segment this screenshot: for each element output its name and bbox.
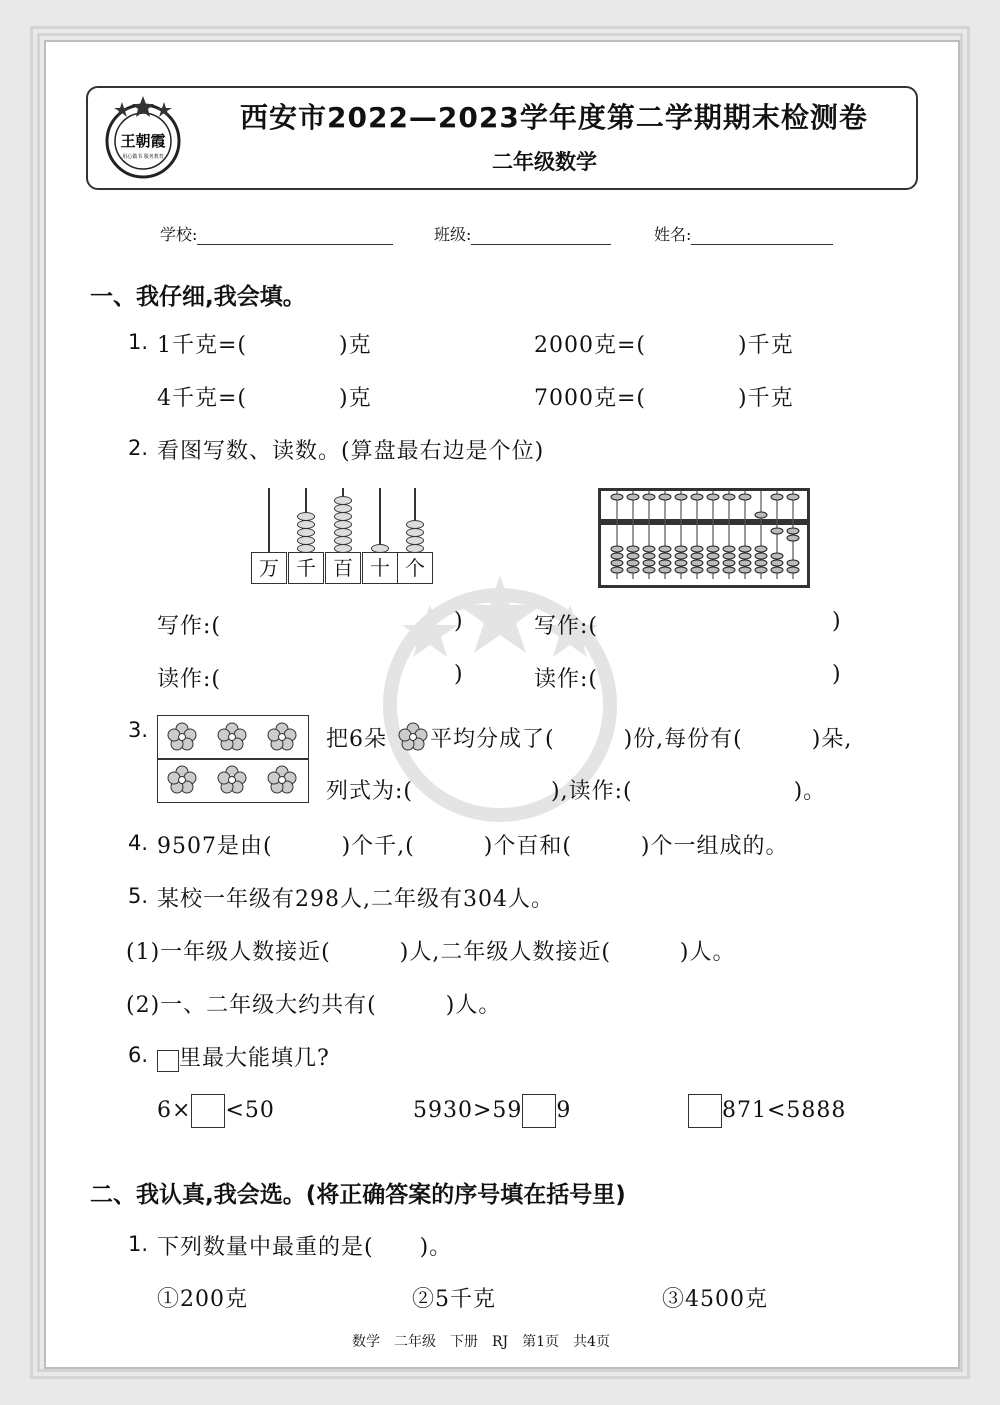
q2-text: 看图写数、读数。(算盘最右边是个位) xyxy=(157,439,545,464)
page-footer: 数学 二年级 下册 RJ 第1页 共4页 xyxy=(352,1334,610,1350)
q2-read-left-close: ) xyxy=(454,662,464,687)
page-subtitle: 二年级数学 xyxy=(492,150,597,174)
section2-title: 二、我认真,我会选。(将正确答案的序号填在括号里) xyxy=(90,1182,626,1208)
q6-b-box[interactable] xyxy=(522,1094,556,1128)
place-wan: 万 xyxy=(251,552,287,584)
q5-sub1[interactable]: (1)一年级人数接近( )人,二年级人数接近( )人。 xyxy=(126,940,736,965)
q3-line1-a: 把6朵 xyxy=(326,727,387,752)
q2-read-left[interactable]: 读作:( xyxy=(157,667,221,692)
section1-title: 一、我仔细,我会填。 xyxy=(90,284,306,310)
flowers-6 xyxy=(157,715,307,801)
s2-q1-option1[interactable]: ①200克 xyxy=(157,1287,248,1312)
logo-text: 王朝霞 xyxy=(120,132,166,150)
place-shi: 十 xyxy=(362,552,398,584)
q1-item-d[interactable]: 7000克=( )千克 xyxy=(534,386,794,411)
school-label: 学校: xyxy=(160,225,198,244)
q5-sub2[interactable]: (2)一、二年级大约共有( )人。 xyxy=(126,993,502,1018)
q1-item-c[interactable]: 4千克=( )克 xyxy=(157,386,372,411)
q2-number: 2. xyxy=(128,436,149,460)
square-icon xyxy=(157,1050,179,1072)
q5-number: 5. xyxy=(128,884,149,908)
school-field[interactable] xyxy=(160,222,393,245)
q3-line2[interactable]: 列式为:( ),读作:( )。 xyxy=(326,779,827,804)
q3-line1-b[interactable]: 平均分成了( )份,每份有( )朵, xyxy=(430,727,853,752)
q6-b-post: 9 xyxy=(556,1098,572,1123)
q6-item-a xyxy=(157,1094,275,1128)
q2-write-left[interactable]: 写作:( xyxy=(157,614,221,639)
q6-item-c xyxy=(688,1094,846,1128)
q6-a-box[interactable] xyxy=(191,1094,225,1128)
place-qian: 千 xyxy=(288,552,324,584)
q6-item-b xyxy=(413,1094,571,1128)
q6-a-pre: 6× xyxy=(157,1098,192,1123)
q6-number: 6. xyxy=(128,1043,149,1067)
class-input-line[interactable] xyxy=(471,226,611,245)
s2-q1-text[interactable]: 下列数量中最重的是( )。 xyxy=(157,1235,453,1260)
q3-number: 3. xyxy=(128,718,149,742)
q2-write-left-close: ) xyxy=(454,609,464,634)
q5-text: 某校一年级有298人,二年级有304人。 xyxy=(157,887,554,912)
s2-q1-option3[interactable]: ③4500克 xyxy=(662,1287,768,1312)
s2-q1-number: 1. xyxy=(128,1232,149,1256)
q1-number: 1. xyxy=(128,330,149,354)
q2-read-right-close: ) xyxy=(832,662,842,687)
s2-q1-option2[interactable]: ②5千克 xyxy=(412,1287,496,1312)
q6-text: 里最大能填几? xyxy=(179,1046,330,1071)
publisher-logo xyxy=(100,94,186,180)
q6-c-post: 871<5888 xyxy=(722,1098,847,1123)
q2-write-right-close: ) xyxy=(832,609,842,634)
logo-slogan: 用心做书 服务教育 xyxy=(122,154,164,160)
name-input-line[interactable] xyxy=(691,226,833,245)
q2-write-right[interactable]: 写作:( xyxy=(534,614,598,639)
class-field[interactable] xyxy=(434,222,611,245)
name-label: 姓名: xyxy=(654,225,692,244)
flower-icon xyxy=(398,722,428,752)
q6-a-post: <50 xyxy=(225,1098,275,1123)
q4-number: 4. xyxy=(128,831,149,855)
school-input-line[interactable] xyxy=(197,226,393,245)
abacus-beads xyxy=(601,491,801,579)
q4-text[interactable]: 9507是由( )个千,( )个百和( )个一组成的。 xyxy=(157,834,789,859)
name-field[interactable] xyxy=(654,222,833,245)
q6-prompt xyxy=(157,1041,330,1072)
q6-b-pre: 5930>59 xyxy=(413,1098,523,1123)
q1-item-a[interactable]: 1千克=( )克 xyxy=(157,333,372,358)
place-ge: 个 xyxy=(397,552,433,584)
q1-item-b[interactable]: 2000克=( )千克 xyxy=(534,333,794,358)
q2-read-right[interactable]: 读作:( xyxy=(534,667,598,692)
class-label: 班级: xyxy=(434,225,472,244)
place-bai: 百 xyxy=(325,552,361,584)
q6-c-box[interactable] xyxy=(688,1094,722,1128)
page-title: 西安市2022—2023学年度第二学期期末检测卷 xyxy=(240,101,868,134)
